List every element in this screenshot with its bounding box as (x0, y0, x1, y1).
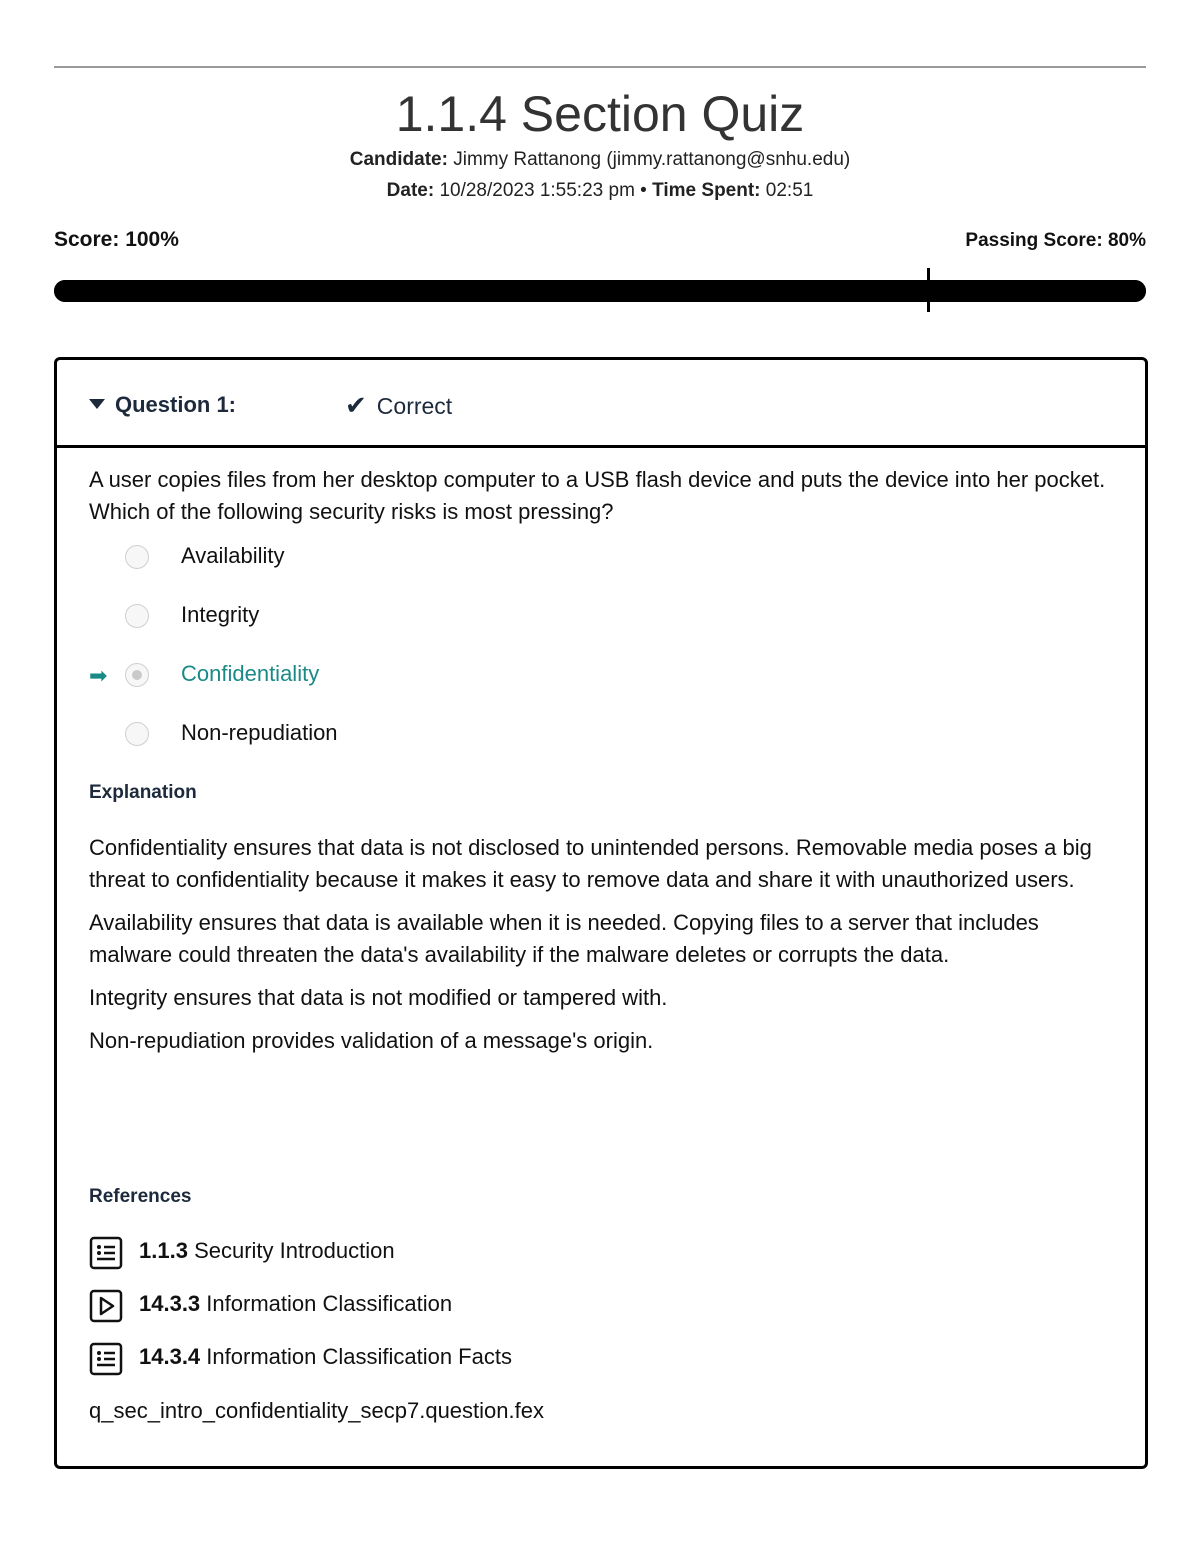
passing-score-text: Passing Score: 80% (965, 230, 1146, 251)
question-status (345, 390, 452, 421)
reference-title: Information Classification (206, 1291, 453, 1316)
references-heading: References (89, 1186, 192, 1207)
explanation-paragraph: Confidentiality ensures that data is not disclosed to unintended persons. Removable media poses a big threat to confidentiality because it makes it easy to remove data and share it with unauthorized users. (89, 835, 1092, 892)
radio-button (125, 545, 149, 569)
reference-title: Security Introduction (194, 1238, 395, 1263)
reference-label (139, 1238, 395, 1264)
date-label: Date: (386, 180, 435, 201)
score-row (54, 228, 1146, 256)
reference-title: Information Classification Facts (206, 1344, 512, 1369)
answer-label: Non-repudiation (181, 720, 338, 745)
video-play-icon (89, 1289, 123, 1323)
date-line (0, 175, 1200, 206)
text-lesson-icon (89, 1236, 123, 1270)
answer-option (89, 720, 789, 760)
score-text: Score: 100% (54, 228, 179, 251)
passing-score-marker (927, 268, 930, 312)
radio-button (125, 722, 149, 746)
meta-separator: • (640, 180, 647, 201)
explanation-body (89, 832, 1119, 1068)
date-value: 10/28/2023 1:55:23 pm (439, 180, 635, 201)
reference-number: 1.1.3 (139, 1238, 188, 1263)
explanation-paragraph: Availability ensures that data is available when it is needed. Copying files to a server that includes malware could threaten the data's availability if the malware deletes or corrupts the data. (89, 910, 1039, 967)
explanation-paragraph: Non-repudiation provides validation of a message's origin. (89, 1028, 654, 1053)
text-lesson-icon (89, 1342, 123, 1376)
answer-option (89, 661, 789, 701)
reference-number: 14.3.3 (139, 1291, 201, 1316)
answer-label: Availability (181, 543, 285, 568)
reference-link[interactable] (89, 1289, 989, 1325)
explanation-paragraph: Integrity ensures that data is not modified or tampered with. (89, 985, 668, 1010)
time-spent-value: 02:51 (765, 180, 814, 201)
page-title: 1.1.4 Section Quiz (395, 86, 805, 142)
score-progress-fill (54, 280, 1146, 302)
reference-link[interactable] (89, 1342, 989, 1378)
reference-label (139, 1344, 512, 1370)
answer-option (89, 543, 789, 583)
reference-number: 14.3.4 (139, 1344, 201, 1369)
top-divider (54, 66, 1146, 68)
radio-button-selected (125, 663, 149, 687)
score-progress-bar (54, 280, 1146, 302)
candidate-label: Candidate: (349, 149, 448, 170)
question-text: A user copies files from her desktop computer to a USB flash device and puts the device into her pocket. Which of the following security risks is most pressing? (89, 467, 1106, 524)
quiz-header (0, 84, 1200, 206)
caret-down-icon (89, 399, 105, 409)
question-card (54, 357, 1148, 1469)
reference-link[interactable] (89, 1236, 989, 1272)
radio-button (125, 604, 149, 628)
answer-label: Integrity (181, 602, 260, 627)
status-label: Correct (376, 393, 453, 419)
explanation-heading: Explanation (89, 782, 197, 803)
candidate-line (0, 144, 1200, 175)
question-collapse-toggle[interactable] (89, 392, 236, 418)
question-file-id: q_sec_intro_confidentiality_secp7.question.fex (89, 1398, 544, 1423)
question-header (57, 360, 1145, 448)
reference-label (139, 1291, 452, 1317)
answer-label-correct: Confidentiality (181, 661, 320, 686)
time-spent-label: Time Spent: (652, 180, 761, 201)
candidate-value: Jimmy Rattanong (jimmy.rattanong@snhu.edu) (453, 149, 851, 170)
answer-option (89, 602, 789, 642)
arrow-right-icon: ➡ (89, 663, 108, 688)
question-label: Question 1: (115, 392, 237, 417)
checkmark-icon: ✔ (345, 390, 367, 420)
